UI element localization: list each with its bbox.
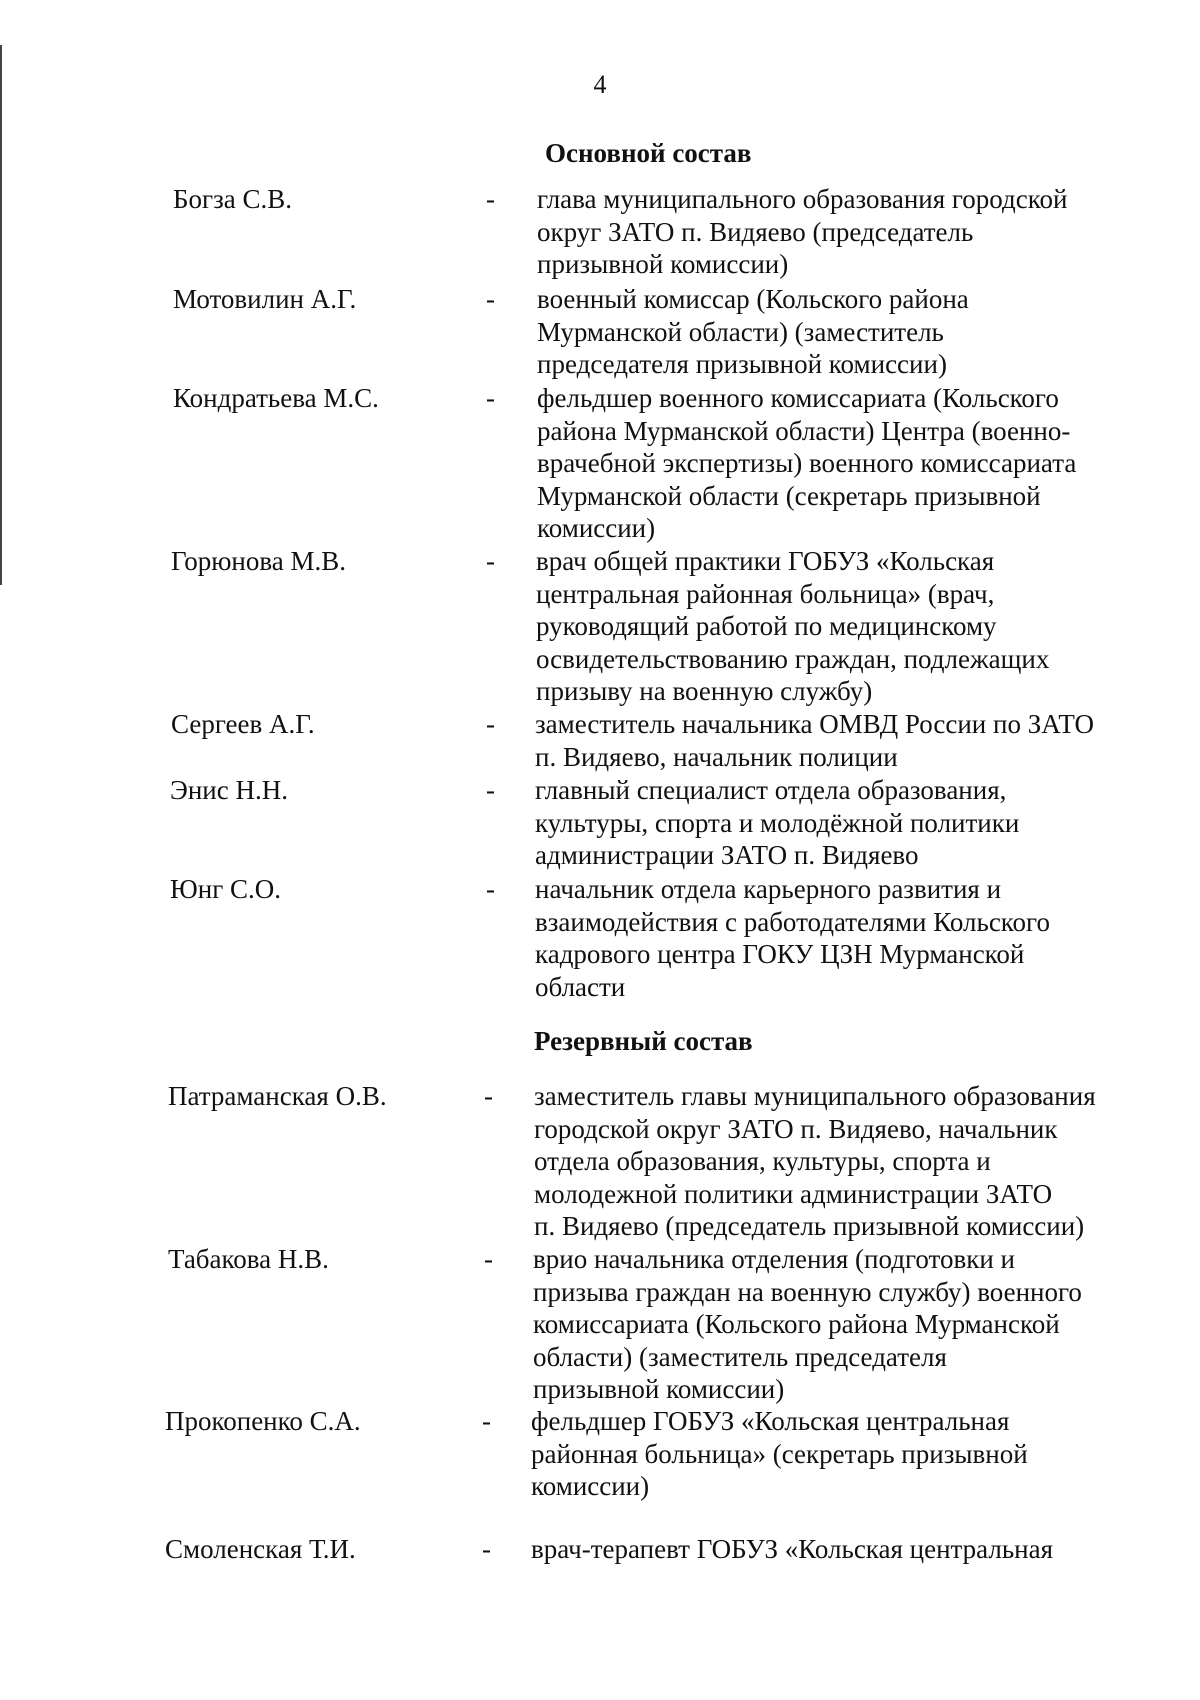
member-description: начальник отдела карьерного развития и взаимодействия с работодателями Кольского кадрового центра ГОКУ ЦЗН Мурманской области <box>535 874 1050 1002</box>
member-name: Кондратьева М.С. <box>173 383 379 413</box>
reserve-composition-title: Резервный состав <box>534 1026 753 1056</box>
member-dash: - <box>482 1406 491 1436</box>
member-description: врач общей практики ГОБУЗ «Кольская центральная районная больница» (врач, руководящий работой по медицинскому освидетельствованию граждан, подлежащих призыву на военную службу) <box>536 546 1050 706</box>
member-description: заместитель начальника ОМВД России по ЗАТО п. Видяево, начальник полиции <box>535 709 1094 772</box>
member-dash: - <box>484 1244 493 1274</box>
member-entry <box>0 708 1200 772</box>
member-name: Богза С.В. <box>173 184 292 214</box>
page-number: 4 <box>593 70 607 99</box>
member-description: заместитель главы муниципального образования городской округ ЗАТО п. Видяево, начальник отдела образования, культуры, спорта и молодежной политики администрации ЗАТО п. Видяево (председатель призывной комиссии) <box>534 1081 1096 1241</box>
member-entry <box>0 545 1200 706</box>
member-description: военный комиссар (Кольского района Мурманской области) (заместитель председателя призывной комиссии) <box>537 284 969 379</box>
member-name: Прокопенко С.А. <box>165 1406 361 1436</box>
member-dash: - <box>486 709 495 739</box>
member-description: врач-терапевт ГОБУЗ «Кольская центральная <box>531 1534 1054 1564</box>
member-entry <box>0 183 1200 279</box>
member-name: Мотовилин А.Г. <box>173 284 357 314</box>
member-entry <box>0 283 1200 379</box>
member-entry <box>0 382 1200 543</box>
member-entry <box>0 1405 1200 1501</box>
member-dash: - <box>486 874 495 904</box>
member-dash: - <box>486 184 495 214</box>
member-dash: - <box>484 1081 493 1111</box>
member-dash: - <box>486 383 495 413</box>
member-description: глава муниципального образования городской округ ЗАТО п. Видяево (председатель призывной комиссии) <box>537 184 1068 279</box>
main-composition-title: Основной состав <box>545 138 752 168</box>
member-name: Смоленская Т.И. <box>165 1534 356 1564</box>
member-dash: - <box>486 284 495 314</box>
member-description: врио начальника отделения (подготовки и призыва граждан на военную службу) военного комиссариата (Кольского района Мурманской области) (заместитель председателя призывной комиссии) <box>533 1244 1082 1404</box>
member-name: Сергеев А.Г. <box>171 709 315 739</box>
member-description: главный специалист отдела образования, культуры, спорта и молодёжной политики администрации ЗАТО п. Видяево <box>535 775 1020 870</box>
member-dash: - <box>486 546 495 576</box>
member-entry <box>0 1533 1200 1573</box>
member-entry <box>0 1080 1200 1241</box>
member-name: Горюнова М.В. <box>171 546 346 576</box>
member-name: Юнг С.О. <box>170 874 282 904</box>
member-name: Энис Н.Н. <box>170 775 288 805</box>
member-dash: - <box>486 775 495 805</box>
member-entry <box>0 1243 1200 1404</box>
member-name: Табакова Н.В. <box>168 1244 329 1274</box>
member-dash: - <box>482 1534 491 1564</box>
member-entry <box>0 774 1200 870</box>
member-description: фельдшер военного комиссариата (Кольского района Мурманской области) Центра (военно- врачебной экспертизы) военного комиссариата Мурманской области (секретарь призывной комиссии) <box>537 383 1077 543</box>
member-entry <box>0 873 1200 1002</box>
member-name: Патраманская О.В. <box>168 1081 387 1111</box>
member-description: фельдшер ГОБУЗ «Кольская центральная районная больница» (секретарь призывной комиссии) <box>531 1406 1028 1501</box>
